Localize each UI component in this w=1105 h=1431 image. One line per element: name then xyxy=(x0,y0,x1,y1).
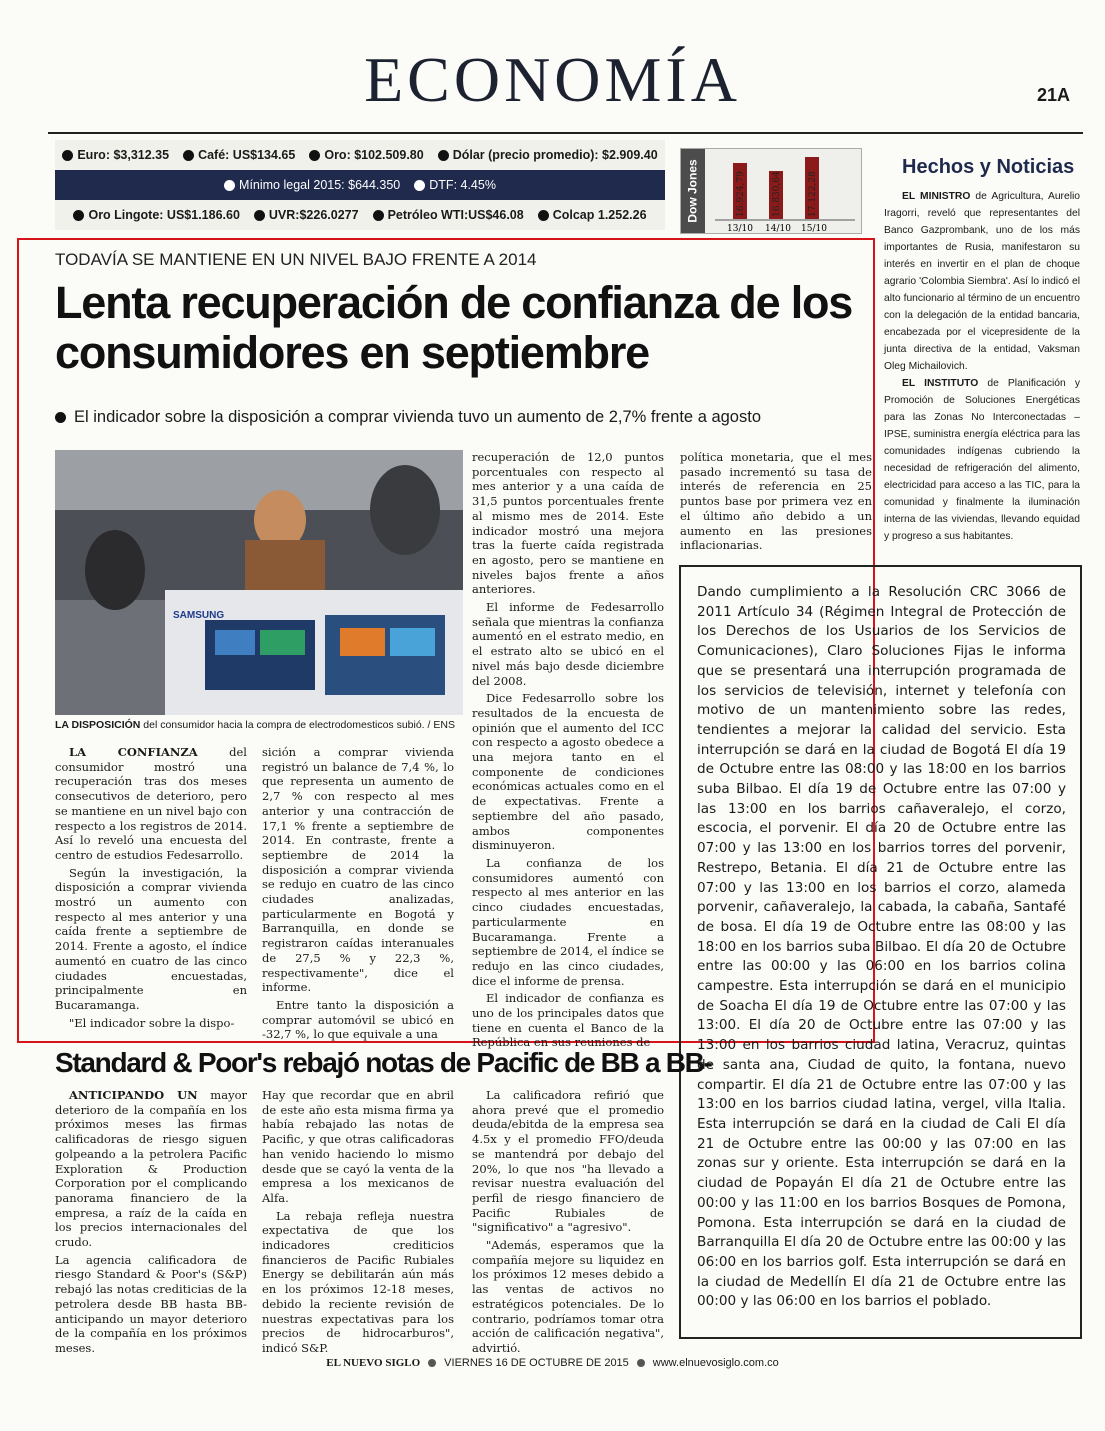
photo-image xyxy=(55,450,463,715)
dow-date-2: 14/10 xyxy=(765,224,791,233)
bullet-icon xyxy=(538,210,549,221)
sp-column-2 xyxy=(262,1088,454,1359)
page-number: 21A xyxy=(1036,85,1070,105)
bullet-icon xyxy=(73,210,84,221)
dow-jones-widget xyxy=(680,148,862,234)
sp-column-1 xyxy=(55,1088,247,1359)
hechos-title: Hechos y Noticias xyxy=(902,156,1075,178)
indicator-cafe: Café: US$134.65 xyxy=(183,148,295,162)
sp-paragraph: La rebaja refleja nuestra expectativa de que los indicadores crediticios financieros de Pacific Rubiales Energy se debilitarán aún más en los próximos 12-18 meses, debido la reciente revisión de nuestras expectativas para los precios de hidrocarburos", indicó S&P. xyxy=(262,1208,454,1355)
sp-column-3 xyxy=(472,1088,664,1359)
article-paragraph: sición a comprar vivienda registró un balance de 7,4 %, lo que representa un aumento de 2,7 % con respecto al mes anterior y una contracción de 17,1 % frente a septiembre de 2014. En contraste, frente a septiembre de 2014 la disposición a comprar vivienda se redujo en cuatro de las cinco ciudades analizadas, particularmente en Bogotá y Barranquilla, en donde se registraron caídas interanuales de 27,5 % y 22,3 %, respectivamente", dice el informe. xyxy=(262,745,454,995)
indicators-row-2 xyxy=(55,170,665,200)
bullet-icon xyxy=(428,1359,436,1367)
bullet-icon xyxy=(183,150,194,161)
article-subhead: El indicador sobre la disposición a comprar vivienda tuvo un aumento de 2,7% frente a agosto xyxy=(55,408,875,427)
dow-jones-label: Dow Jones xyxy=(681,149,705,233)
article-headline: Lenta recuperación de confianza de los consumidores en septiembre xyxy=(55,277,853,378)
footer-url[interactable]: www.elnuevosiglo.com.co xyxy=(652,1357,779,1369)
dow-date-1: 13/10 xyxy=(727,224,753,233)
article-paragraph: Entre tanto la disposición a comprar automóvil se ubicó en -32,7 %, lo que equivale a una xyxy=(262,997,454,1042)
sp-headline: Standard & Poor's rebajó notas de Pacific de BB a BB- xyxy=(55,1047,712,1078)
article-column-1 xyxy=(55,745,247,1033)
indicators-row-1 xyxy=(55,140,665,170)
indicator-minimo: Mínimo legal 2015: $644.350 xyxy=(224,178,400,192)
article-paragraph: El informe de Fedesarrollo señala que mientras la confianza aumentó en el estrato medio, en el estrato alto se ubicó en el nivel más bajo desde diciembre del 2008. xyxy=(472,600,664,688)
article-paragraph: Según la investigación, la disposición a comprar vivienda mostró un aumento con respecto al mes anterior y una caída frente a septiembre de 2014. Frente a agosto, el índice aumentó en cuatro de las cinco ciudades encuestadas, principalmente en Bucaramanga. xyxy=(55,865,247,1012)
indicator-euro: Euro: $3,312.35 xyxy=(62,148,169,162)
indicator-oro: Oro: $102.509.80 xyxy=(309,148,423,162)
bullet-icon xyxy=(254,210,265,221)
article-kicker: TODAVÍA SE MANTIENE EN UN NIVEL BAJO FRENTE A 2014 xyxy=(55,250,537,269)
dow-bar-label-3: 17.122,28 xyxy=(808,171,818,217)
article-column-3 xyxy=(472,450,664,1053)
hechos-paragraph-1: EL MINISTRO de Agricultura, Aurelio Iragorri, reveló que representantes del Banco Gazprombank, uno de los más importantes de Rusia, manifestaron su interés en invertir en el plan de choque agrario 'Colombia Siembra'. Así lo indicó el alto funcionario al término de un encuentro con la delegación de la entidad bancaria, encabezada por el vicepresidente de la junta directiva de la entidad, Vaksman Oleg Michailovich. xyxy=(884,191,1081,372)
article-paragraph: Dice Fedesarrollo sobre los resultados de la encuesta de opinión que el aumento del ICC con respecto a agosto obedece a una mejora tanto en el componente de condiciones económicas actuales como en el de expectativas. Frente a septiembre del año pasado, ambos componentes disminuyeron. xyxy=(472,691,664,853)
article-paragraph: La confianza de los consumidores aumentó con respecto al mes anterior en las cinco ciudades encuestadas, particularmente en Bucaramanga. Frente a septiembre de 2014, el índice se redujo en las cinco ciudades, dice el informe de prensa. xyxy=(472,855,664,988)
dow-bar-label-2: 16.830,64 xyxy=(772,171,782,217)
hechos-body xyxy=(884,188,1080,545)
photo-caption: LA DISPOSICIÓN del consumidor hacia la compra de electrodomesticos subió. / ENS xyxy=(55,719,455,731)
page-footer xyxy=(0,1357,1105,1369)
market-indicators xyxy=(55,140,665,232)
bullet-icon xyxy=(414,180,425,191)
bullet-icon xyxy=(55,412,66,423)
footer-brand: EL NUEVO SIGLO xyxy=(326,1357,421,1369)
section-title: ECONOMÍA xyxy=(364,44,741,115)
article-paragraph: LA CONFIANZA del consumidor mostró una recuperación tras dos meses consecutivos de deterioro, pero se mantiene en un nivel bajo con respecto a los registros de 2014. Así lo reveló una encuesta del centro de estudios Fedesarrollo. xyxy=(55,745,247,862)
indicator-petroleo: Petróleo WTI:US$46.08 xyxy=(373,208,524,222)
bullet-icon xyxy=(62,150,73,161)
photo-brand-text: SAMSUNG xyxy=(173,610,225,621)
bullet-icon xyxy=(637,1359,645,1367)
sp-paragraph: ANTICIPANDO UN mayor deterioro de la compañía en los próximos meses las firmas calificadoras de riesgo siguen golpeando a la petrolera Pacific Exploration & Production Corporation por el complicando panorama financiero de la empresa, a raíz de la caída en los precios internacionales del crudo. xyxy=(55,1088,247,1250)
bullet-icon xyxy=(224,180,235,191)
indicator-dtf: DTF: 4.45% xyxy=(414,178,496,192)
article-column-2 xyxy=(262,745,454,1045)
article-column-4 xyxy=(680,450,872,556)
sp-paragraph: Hay que recordar que en abril de este año esta misma firma ya había rebajado las notas de Pacific, y que otras calificadoras han venido haciendo lo mismo desde que se cayó la venta de la empresa a los mexicanos de Alfa. xyxy=(262,1088,454,1205)
sp-paragraph: La agencia calificadora de riesgo Standard & Poor's (S&P) rebajó las notas crediticias de la petrolera desde BB hasta BB- anticipando un mayor deterioro de la compañía en los próximos meses. xyxy=(55,1252,247,1355)
indicators-row-3 xyxy=(55,200,665,230)
article-paragraph: El indicador de confianza es uno de los principales datos que tiene en cuenta el Banco de la República en sus reuniones de xyxy=(472,991,664,1050)
claro-notice: Dando cumplimiento a la Resolución CRC 3066 de 2011 Artículo 34 (Régimen Integral de Protección de los Derechos de los Usuarios de los Servicios de Comunicaciones), Claro Soluciones Fijas le informa que se presentará una interrupción programada de los servicios de televisión, internet y telefonía con motivo de un mantenimiento sobre las redes, tendientes a mejorar la calidad del servicio. Esta interrupción se dará en la ciudad de Bogotá El día 19 de Octubre entre las 08:00 y las 18:00 en los barrios suba Bilbao. El día 19 de Octubre entre las 07:00 y las 13:00 en los barrios cañaveralejo, el corzo, escocia, el porvenir. El día 20 de Octubre entre las 07:00 y las 13:00 en los barrios torres del porvenir, Restrepo, Betania. El día 21 de Octubre entre las 07:00 y las 13:00 en los barrios el corzo, alameda porvenir, cañaveralejo, la cabada, la cabaña, Santafé de bosa. El día 19 de Octubre entre las 08:00 y las 18:00 en los barrios suba Bilbao. El día 20 de Octubre entre las 00:00 y las 06:00 en los barrios colina campestre. Esta interrupción se dará en el municipio de Soacha El día 19 de Octubre entre las 07:00 y las 13:00. El día 20 de Octubre entre las 07:00 y las 13:00 en los barrios ciudad latina, Veracruz, quintas de santa ana, Ciudad de quito, la fontana, nuevo compartir. El día 21 de Octubre entre las 07:00 y las 13:00 en los barrios ciudad latina, vergel, villa Italia. Esta interrupción se dará en la ciudad de Cali El día 21 de Octubre entre las 00:00 y las 07:00 en las zonas sur y oriente. Esta interrupción se dará en la ciudad de Popayán El día 21 de Octubre entre las 00:00 y las 11:00 en los barrios Bosques de Pomona, Pomona. Esta interrupción se dará en la ciudad de Barranquilla El día 20 de Octubre entre las 00:00 y las 06:00 en los barrios golf. Esta interrupción se dará en la ciudad de Medellín El día 21 de Octubre entre las 00:00 y las 06:00 en los barrios el poblado. xyxy=(679,565,1082,1339)
indicator-oro-lingote: Oro Lingote: US$1.186.60 xyxy=(73,208,239,222)
article-photo xyxy=(55,450,463,715)
indicator-dolar: Dólar (precio promedio): $2.909.40 xyxy=(438,148,658,162)
sp-paragraph: La calificadora refirió que ahora prevé que el promedio deuda/ebitda de la empresa sea 4.5x y el promedio FFO/deuda se mantendrá por debajo del 20%, lo que nos "ha llevado a revisar nuestra evaluación del perfil de riesgo financiero de Pacific Rubiales de "significativo" a "agresivo". xyxy=(472,1088,664,1235)
bullet-icon xyxy=(438,150,449,161)
dow-jones-chart xyxy=(705,149,861,233)
indicator-uvr: UVR:$226.0277 xyxy=(254,208,359,222)
article-paragraph: "El indicador sobre la dispo- xyxy=(69,1015,235,1030)
dow-date-3: 15/10 xyxy=(801,224,827,233)
article-paragraph: política monetaria, que el mes pasado incrementó su tasa de interés de referencia en 25 puntos base por primera vez en el último año debido a un aumento en las presiones inflacionarias. xyxy=(680,450,872,553)
footer-date: VIERNES 16 DE OCTUBRE DE 2015 xyxy=(444,1357,629,1369)
bullet-icon xyxy=(373,210,384,221)
indicator-colcap: Colcap 1.252.26 xyxy=(538,208,647,222)
dow-bar-label-1: 16.924,79 xyxy=(736,171,746,217)
hechos-paragraph-2: EL INSTITUTO de Planificación y Promoción de Soluciones Energéticas para las Zonas No Interconectadas – IPSE, suministra energía eléctrica para las comunidades indígenas cubriendo la necesidad de refrigeración del alimento, electricidad para acceso a las TIC, para la comunidad y finalmente la iluminación interna de las viviendas, llevando equidad y progreso a sus habitantes. xyxy=(884,378,1080,542)
sp-paragraph: "Además, esperamos que la compañía mejore su liquidez en los próximos 12 meses debido a las ventas de activos no estratégicos potenciales. De lo contrario, podríamos tomar otra acción de calificación negativa", advirtió. xyxy=(472,1238,664,1355)
article-paragraph: recuperación de 12,0 puntos porcentuales con respecto al mes anterior y a una caída de 31,5 puntos porcentuales frente al mismo mes de 2014. Este indicador mostró una mejora tras la fuerte caída registrada en agosto, pero se mantiene en niveles bajos frente a años anteriores. xyxy=(472,450,664,597)
header-rule xyxy=(48,132,1083,134)
bullet-icon xyxy=(309,150,320,161)
